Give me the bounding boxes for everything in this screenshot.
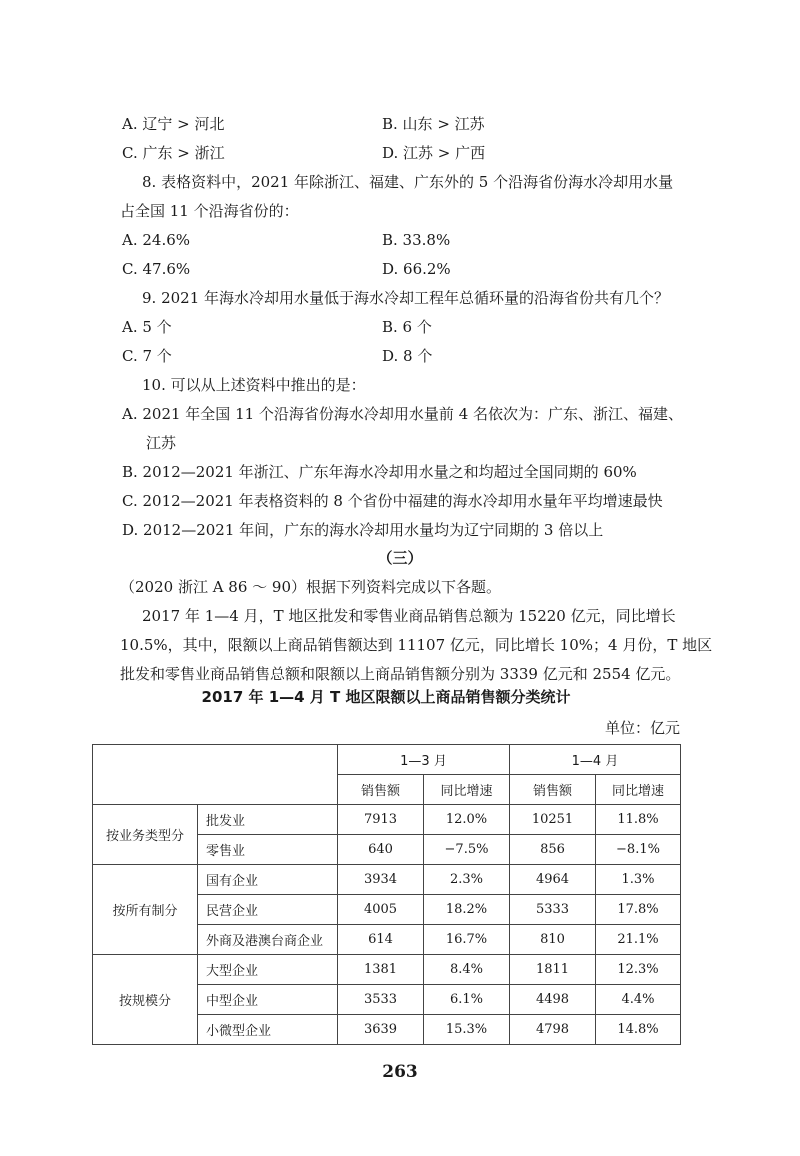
sales-q1-4: 810: [510, 925, 596, 955]
q10-option-b[interactable]: B. 2012—2021 年浙江、广东年海水冷却用水量之和均超过全国同期的 60%: [122, 463, 637, 481]
q8-option-row-2: [122, 259, 682, 279]
sales-q1-4: 10251: [510, 805, 596, 835]
growth-q1: 18.2%: [424, 895, 510, 925]
sales-q1: 7913: [338, 805, 424, 835]
sales-q1: 640: [338, 835, 424, 865]
sales-q1-4: 4798: [510, 1015, 596, 1045]
q7-option-c[interactable]: C. 广东 > 浙江: [122, 144, 225, 162]
row-item: 中型企业: [198, 985, 338, 1015]
sales-q1-4: 4498: [510, 985, 596, 1015]
section-source: （2020 浙江 A 86 ～ 90）根据下列资料完成以下各题。: [120, 578, 502, 596]
q10-option-a-line1[interactable]: A. 2021 年全国 11 个沿海省份海水冷却用水量前 4 名依次为：广东、浙江、福建、: [122, 405, 684, 423]
table-row: [93, 955, 681, 985]
header-period-1: 1—3 月: [338, 745, 510, 775]
q10-option-c[interactable]: C. 2012—2021 年表格资料的 8 个省份中福建的海水冷却用水量年平均增速最快: [122, 492, 663, 510]
table-title: 2017 年 1—4 月 T 地区限额以上商品销售额分类统计: [201, 688, 571, 706]
q7-option-row-1: [122, 114, 682, 134]
group-label: 按业务类型分: [93, 805, 198, 865]
growth-q1: 2.3%: [424, 865, 510, 895]
row-item: 国有企业: [198, 865, 338, 895]
q7-option-b[interactable]: B. 山东 > 江苏: [382, 115, 485, 133]
growth-q1-4: −8.1%: [596, 835, 681, 865]
section-heading: （三）: [377, 549, 423, 567]
growth-q1: 15.3%: [424, 1015, 510, 1045]
growth-q1-4: 12.3%: [596, 955, 681, 985]
group-label: 按所有制分: [93, 865, 198, 955]
q8-option-c[interactable]: C. 47.6%: [122, 260, 191, 278]
q10-option-d[interactable]: D. 2012—2021 年间，广东的海水冷却用水量均为辽宁同期的 3 倍以上: [122, 521, 604, 539]
sales-q1-4: 4964: [510, 865, 596, 895]
q8-stem-line1: 8. 表格资料中，2021 年除浙江、福建、广东外的 5 个沿海省份海水冷却用水量: [142, 173, 674, 191]
sales-q1: 3639: [338, 1015, 424, 1045]
q9-option-c[interactable]: C. 7 个: [122, 347, 172, 365]
page-number: 263: [382, 1062, 418, 1082]
group-label: 按规模分: [93, 955, 198, 1045]
growth-q1: 12.0%: [424, 805, 510, 835]
q9-option-d[interactable]: D. 8 个: [382, 347, 433, 365]
header-sales-2: 销售额: [510, 775, 596, 805]
header-period-2: 1—4 月: [510, 745, 681, 775]
q10-stem: 10. 可以从上述资料中推出的是：: [142, 376, 366, 394]
header-sales-1: 销售额: [338, 775, 424, 805]
sales-q1-4: 5333: [510, 895, 596, 925]
sales-q1: 1381: [338, 955, 424, 985]
q8-option-row-1: [122, 230, 682, 250]
q8-option-a[interactable]: A. 24.6%: [122, 231, 191, 249]
header-growth-2: 同比增速: [596, 775, 681, 805]
q9-option-a[interactable]: A. 5 个: [122, 318, 172, 336]
growth-q1-4: 14.8%: [596, 1015, 681, 1045]
q8-option-b[interactable]: B. 33.8%: [382, 231, 451, 249]
q9-stem: 9. 2021 年海水冷却用水量低于海水冷却工程年总循环量的沿海省份共有几个？: [142, 289, 670, 307]
q9-option-row-1: [122, 317, 682, 337]
q9-option-b[interactable]: B. 6 个: [382, 318, 432, 336]
row-item: 外商及港澳台商企业: [198, 925, 338, 955]
growth-q1-4: 21.1%: [596, 925, 681, 955]
section-paragraph-line3: 批发和零售业商品销售总额和限额以上商品销售额分别为 3339 亿元和 2554 亿元。: [120, 665, 681, 683]
row-item: 零售业: [198, 835, 338, 865]
growth-q1-4: 17.8%: [596, 895, 681, 925]
header-growth-1: 同比增速: [424, 775, 510, 805]
row-item: 批发业: [198, 805, 338, 835]
table-unit: 单位：亿元: [604, 719, 680, 737]
sales-q1: 614: [338, 925, 424, 955]
q10-option-a-line2[interactable]: 江苏: [146, 434, 177, 452]
row-item: 小微型企业: [198, 1015, 338, 1045]
q8-stem-line2: 占全国 11 个沿海省份的：: [120, 202, 299, 220]
table-corner-cell: [93, 745, 338, 805]
growth-q1: −7.5%: [424, 835, 510, 865]
section-paragraph-line2: 10.5%，其中，限额以上商品销售额达到 11107 亿元，同比增长 10%；4 月份，T 地区: [120, 636, 713, 654]
sales-q1: 3934: [338, 865, 424, 895]
growth-q1-4: 1.3%: [596, 865, 681, 895]
q7-option-row-2: [122, 143, 682, 163]
section-paragraph-line1: 2017 年 1—4 月，T 地区批发和零售业商品销售总额为 15220 亿元，同比增长: [142, 607, 676, 625]
sales-table: [92, 744, 681, 1045]
sales-q1: 4005: [338, 895, 424, 925]
sales-q1: 3533: [338, 985, 424, 1015]
growth-q1-4: 11.8%: [596, 805, 681, 835]
growth-q1: 6.1%: [424, 985, 510, 1015]
table-row: [93, 865, 681, 895]
table-header-row-1: [93, 745, 681, 775]
q8-option-d[interactable]: D. 66.2%: [382, 260, 451, 278]
row-item: 民营企业: [198, 895, 338, 925]
growth-q1: 8.4%: [424, 955, 510, 985]
sales-q1-4: 1811: [510, 955, 596, 985]
growth-q1-4: 4.4%: [596, 985, 681, 1015]
q7-option-a[interactable]: A. 辽宁 > 河北: [122, 115, 225, 133]
q9-option-row-2: [122, 346, 682, 366]
growth-q1: 16.7%: [424, 925, 510, 955]
row-item: 大型企业: [198, 955, 338, 985]
q7-option-d[interactable]: D. 江苏 > 广西: [382, 144, 486, 162]
table-row: [93, 805, 681, 835]
sales-q1-4: 856: [510, 835, 596, 865]
